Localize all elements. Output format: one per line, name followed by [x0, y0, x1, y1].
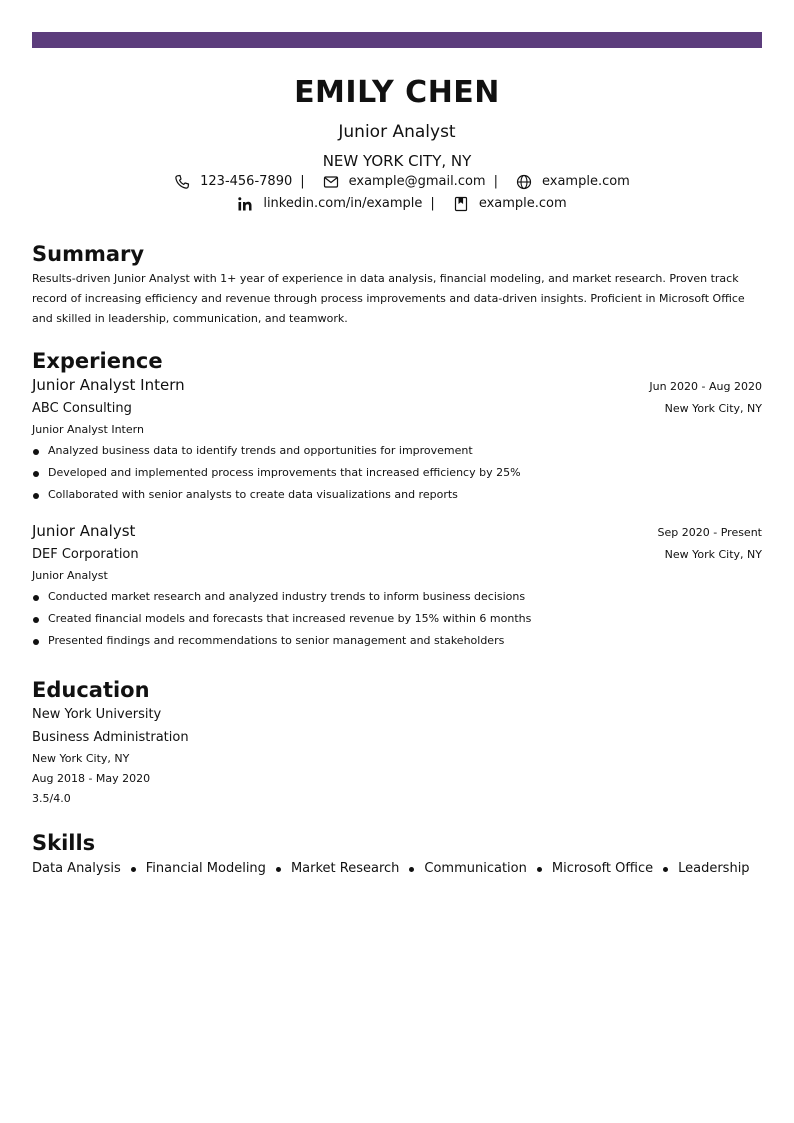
- separator: |: [493, 174, 498, 189]
- phone-number[interactable]: 123-456-7890: [200, 174, 293, 189]
- experience-section: [32, 348, 762, 652]
- job-company: ABC Consulting: [32, 401, 132, 416]
- job-dates: Jun 2020 - Aug 2020: [649, 380, 762, 393]
- job-title: Junior Analyst Intern: [32, 376, 185, 394]
- skills-heading: Skills: [32, 831, 96, 855]
- bullet-icon: [409, 867, 414, 872]
- list-item: Created financial models and forecasts that increased revenue by 15% within 6 months: [32, 608, 762, 630]
- skill-item: Communication: [424, 861, 527, 876]
- portfolio-icon: [453, 196, 469, 212]
- separator: |: [300, 174, 305, 189]
- linkedin-link[interactable]: linkedin.com/in/example: [263, 196, 423, 211]
- job-bullets: [32, 586, 762, 652]
- skill-item: Market Research: [290, 861, 400, 876]
- summary-section: [32, 241, 762, 329]
- skills-section: [32, 830, 762, 880]
- degree: Business Administration: [32, 730, 189, 745]
- candidate-name: EMILY CHEN: [294, 75, 500, 110]
- list-item: Analyzed business data to identify trends and opportunities for improvement: [32, 440, 762, 462]
- job-position: Junior Analyst: [32, 569, 108, 582]
- list-item: Presented findings and recommendations to senior management and stakeholders: [32, 630, 762, 652]
- mail-icon: [323, 174, 339, 190]
- job-bullets: [32, 440, 762, 506]
- experience-heading: Experience: [32, 349, 163, 373]
- website-link[interactable]: example.com: [541, 174, 630, 189]
- skill-item: Microsoft Office: [551, 861, 654, 876]
- job-entry: [32, 374, 762, 506]
- bullet-icon: [537, 867, 542, 872]
- school-name: New York University: [32, 707, 162, 722]
- bullet-icon: [663, 867, 668, 872]
- accent-bar: [32, 32, 762, 48]
- job-dates: Sep 2020 - Present: [657, 526, 762, 539]
- list-item: Conducted market research and analyzed industry trends to inform business decisions: [32, 586, 762, 608]
- list-item: Developed and implemented process improvements that increased efficiency by 25%: [32, 462, 762, 484]
- job-position: Junior Analyst Intern: [32, 423, 144, 436]
- separator: |: [430, 196, 435, 211]
- skill-item: Financial Modeling: [145, 861, 266, 876]
- phone-icon: [174, 174, 190, 190]
- portfolio-link[interactable]: example.com: [478, 196, 567, 211]
- skills-list: [32, 858, 762, 880]
- summary-heading: Summary: [32, 242, 145, 266]
- gpa: 3.5/4.0: [32, 792, 71, 805]
- school-location: New York City, NY: [32, 752, 130, 765]
- resume-header: [32, 72, 762, 215]
- job-entry: [32, 520, 762, 652]
- skill-item: Data Analysis: [32, 861, 121, 876]
- job-location: New York City, NY: [664, 402, 762, 415]
- job-location: New York City, NY: [664, 548, 762, 561]
- job-title: Junior Analyst: [32, 522, 136, 540]
- education-dates: Aug 2018 - May 2020: [32, 772, 151, 785]
- education-heading: Education: [32, 678, 150, 702]
- summary-text: Results-driven Junior Analyst with 1+ year of experience in data analysis, financial modeling, and market research. Proven track record of increasing efficiency and revenue through process improvements and data-driven insights. Proficient in Microsoft Office and skilled in leadership, communication, and teamwork.: [32, 272, 745, 325]
- job-company: DEF Corporation: [32, 547, 139, 562]
- linkedin-icon: [237, 196, 253, 212]
- education-section: [32, 677, 762, 809]
- bullet-icon: [131, 867, 136, 872]
- candidate-location: NEW YORK CITY, NY: [322, 152, 472, 170]
- globe-icon: [516, 174, 532, 190]
- contact-row-primary: [32, 171, 762, 193]
- email-link[interactable]: example@gmail.com: [348, 174, 486, 189]
- candidate-role: Junior Analyst: [338, 122, 456, 142]
- bullet-icon: [276, 867, 281, 872]
- list-item: Collaborated with senior analysts to create data visualizations and reports: [32, 484, 762, 506]
- contact-row-secondary: [32, 193, 762, 215]
- skill-item: Leadership: [678, 861, 750, 876]
